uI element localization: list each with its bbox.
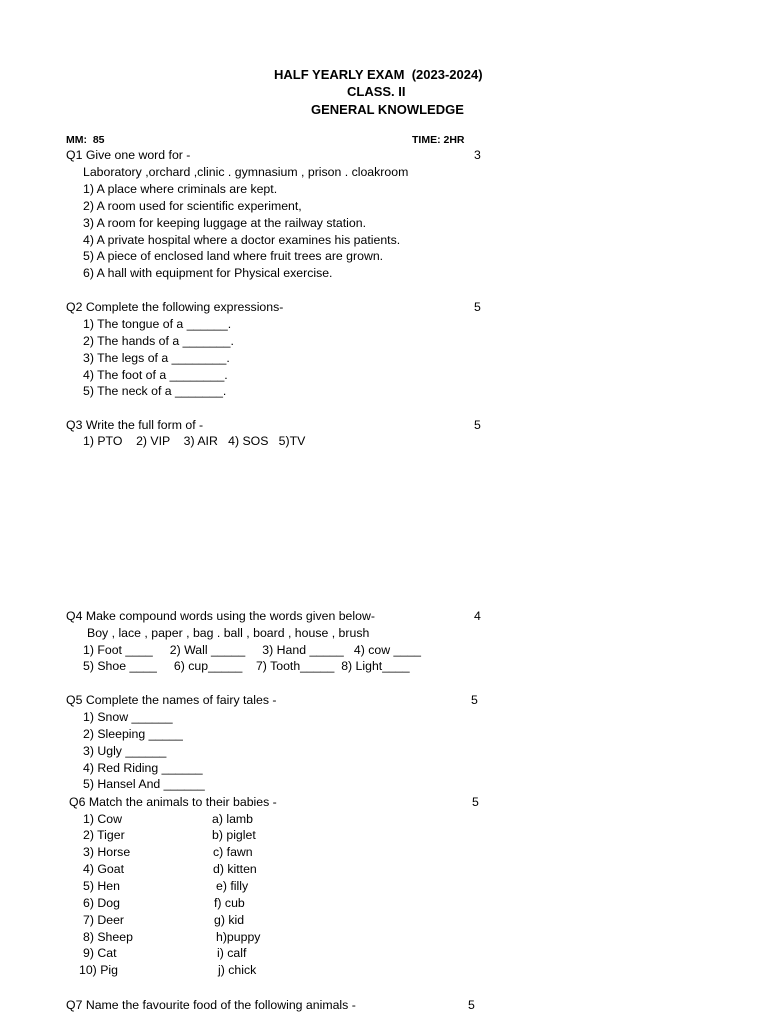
q2-item: 2) The hands of a _______. xyxy=(83,334,234,348)
q5-item: 2) Sleeping _____ xyxy=(83,727,183,741)
q6-animal: 4) Goat xyxy=(83,862,125,876)
q6-marks: 5 xyxy=(472,795,479,809)
q4-title: Q4 Make compound words using the words given below- xyxy=(66,609,375,623)
q1-item: 6) A hall with equipment for Physical exercise. xyxy=(83,266,333,280)
q6-animal: 8) Sheep xyxy=(83,930,133,944)
q5-title: Q5 Complete the names of fairy tales - xyxy=(66,693,277,707)
max-marks: MM: 85 xyxy=(66,134,105,146)
exam-title: HALF YEARLY EXAM (2023-2024) xyxy=(274,67,483,82)
q6-baby: d) kitten xyxy=(213,862,257,876)
q2-item: 1) The tongue of a ______. xyxy=(83,317,232,331)
q5-item: 3) Ugly ______ xyxy=(83,744,167,758)
q4-row: 1) Foot ____ 2) Wall _____ 3) Hand _____ 4) cow ____ xyxy=(83,643,421,657)
q1-item: 2) A room used for scientific experiment, xyxy=(83,199,302,213)
q6-animal: 1) Cow xyxy=(83,812,122,826)
q3-title: Q3 Write the full form of - xyxy=(66,418,204,432)
q3-items: 1) PTO 2) VIP 3) AIR 4) SOS 5)TV xyxy=(83,434,306,448)
time-allowed: TIME: 2HR xyxy=(412,134,465,146)
q3-marks: 5 xyxy=(474,418,481,432)
q1-item: 3) A room for keeping luggage at the railway station. xyxy=(83,216,366,230)
q6-baby: f) cub xyxy=(214,896,245,910)
q6-animal: 9) Cat xyxy=(83,946,117,960)
q2-title: Q2 Complete the following expressions- xyxy=(66,300,284,314)
q6-title: Q6 Match the animals to their babies - xyxy=(69,795,277,809)
q1-marks: 3 xyxy=(474,148,481,162)
q1-item: 5) A piece of enclosed land where fruit trees are grown. xyxy=(83,249,384,263)
class-label: CLASS. II xyxy=(347,84,406,99)
q6-baby: b) piglet xyxy=(212,828,256,842)
q5-marks: 5 xyxy=(471,693,478,707)
q1-title: Q1 Give one word for - xyxy=(66,148,191,162)
q7-marks: 5 xyxy=(468,998,475,1012)
q2-item: 5) The neck of a _______. xyxy=(83,384,227,398)
q6-animal: 7) Deer xyxy=(83,913,125,927)
q6-baby: e) filly xyxy=(216,879,249,893)
q4-marks: 4 xyxy=(474,609,481,623)
q7-title: Q7 Name the favourite food of the following animals - xyxy=(66,998,356,1012)
q1-item: 4) A private hospital where a doctor examines his patients. xyxy=(83,233,401,247)
q6-animal: 2) Tiger xyxy=(83,828,125,842)
q5-item: 4) Red Riding ______ xyxy=(83,761,203,775)
q6-animal: 10) Pig xyxy=(79,963,118,977)
q2-marks: 5 xyxy=(474,300,481,314)
q6-baby: a) lamb xyxy=(212,812,254,826)
q6-animal: 5) Hen xyxy=(83,879,120,893)
subject-label: GENERAL KNOWLEDGE xyxy=(311,102,464,117)
q1-item: 1) A place where criminals are kept. xyxy=(83,182,278,196)
q4-word-list: Boy , lace , paper , bag . ball , board , house , brush xyxy=(87,626,370,640)
q1-word-options: Laboratory ,orchard ,clinic . gymnasium , prison . cloakroom xyxy=(83,165,409,179)
q6-animal: 6) Dog xyxy=(83,896,120,910)
q6-animal: 3) Horse xyxy=(83,845,131,859)
q5-item: 5) Hansel And ______ xyxy=(83,777,205,791)
q6-baby: i) calf xyxy=(217,946,247,960)
q6-baby: g) kid xyxy=(214,913,245,927)
q5-item: 1) Snow ______ xyxy=(83,710,173,724)
q4-row: 5) Shoe ____ 6) cup_____ 7) Tooth_____ 8) Light____ xyxy=(83,659,410,673)
q6-baby: c) fawn xyxy=(213,845,253,859)
q6-baby: h)puppy xyxy=(216,930,261,944)
q2-item: 4) The foot of a ________. xyxy=(83,368,228,382)
q2-item: 3) The legs of a ________. xyxy=(83,351,230,365)
q6-baby: j) chick xyxy=(218,963,257,977)
